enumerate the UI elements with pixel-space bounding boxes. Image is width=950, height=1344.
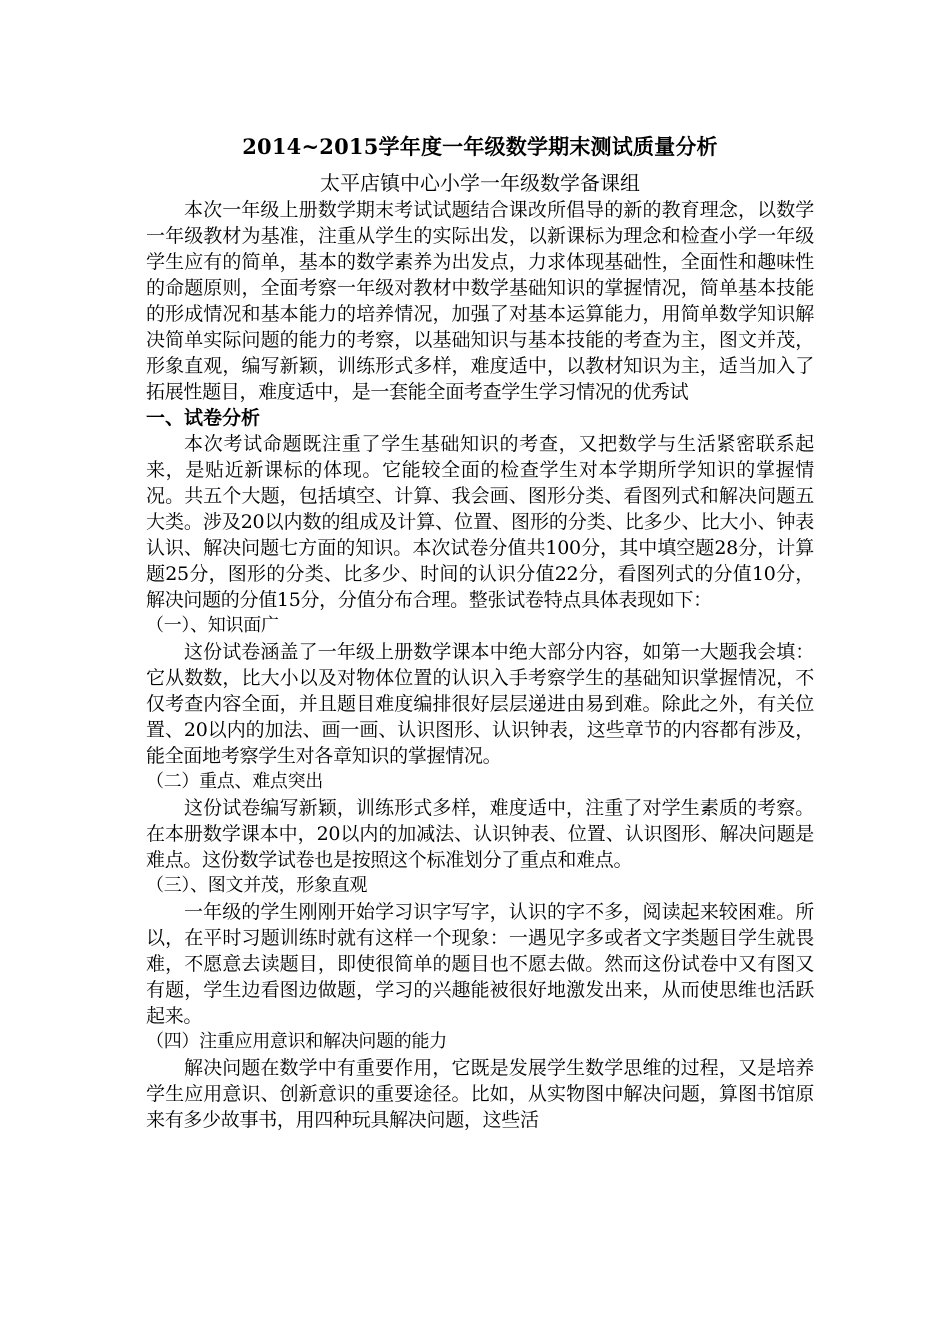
- section-heading-paper-analysis: 一、试卷分析: [146, 407, 261, 429]
- section-paragraph-paper-analysis: 本次考试命题既注重了学生基础知识的考查，又把数学与生活紧密联系起来，是贴近新课标的体现。它能较全面的检查学生对本学期所学知识的掌握情况。共五个大题，包括填空、计算、我会画、图形分类、看图列式和解决问题五大类。涉及20以内数的组成及计算、位置、图形的分类、比多少、比大小、钟表认识、解决问题七方面的知识。本次试卷分值共100分，其中填空题28分，计算题25分，图形的分类、比多少、时间的认识分值22分，看图列式的分值10分，解决问题的分值15分，分值分布合理。整张试卷特点具体表现如下：: [146, 433, 814, 611]
- subsection-paragraph-knowledge-breadth: 这份试卷涵盖了一年级上册数学课本中绝大部分内容，如第一大题我会填：它从数数，比大小以及对物体位置的认识入手考察学生的基础知识掌握情况，不仅考查内容全面，并且题目难度编排很好层层递进由易到难。除此之外，有关位置、20以内的加法、画一画、认识图形、认识钟表，这些章节的内容都有涉及，能全面地考察学生对各章知识的掌握情况。: [146, 641, 814, 767]
- document-title: 2014~2015学年度一年级数学期末测试质量分析: [242, 134, 718, 159]
- subsection-paragraph-application: 解决问题在数学中有重要作用，它既是发展学生数学思维的过程，又是培养学生应用意识、创新意识的重要途径。比如，从实物图中解决问题，算图书馆原来有多少故事书，用四种玩具解决问题，这些活: [146, 1057, 814, 1131]
- intro-paragraph: 本次一年级上册数学期末考试试题结合课改所倡导的新的教育理念，以数学一年级教材为基准，注重从学生的实际出发，以新课标为理念和检查小学一年级学生应有的简单，基本的数学素养为出发点，力求体现基础性，全面性和趣味性的命题原则，全面考察一年级对教材中数学基础知识的掌握情况，简单基本技能的形成情况和基本能力的培养情况，加强了对基本运算能力，用简单数学知识解决简单实际问题的能力的考察，以基础知识与基本技能的考查为主，图文并茂，形象直观，编写新颖，训练形式多样，难度适中，以教材知识为主，适当加入了拓展性题目，难度适中，是一套能全面考查学生学习情况的优秀试: [146, 199, 814, 403]
- document-body: [146, 130, 814, 1133]
- subsection-heading-application: （四）注重应用意识和解决问题的能力: [146, 1031, 447, 1052]
- subsection-heading-knowledge-breadth: （一）、知识面广: [146, 615, 279, 636]
- subsection-heading-key-points: （二）重点、难点突出: [146, 771, 323, 792]
- subsection-paragraph-key-points: 这份试卷编写新颖，训练形式多样，难度适中，注重了对学生素质的考察。在本册数学课本中，20以内的加减法、认识钟表、位置、认识图形、解决问题是难点。这份数学试卷也是按照这个标准划分了重点和难点。: [146, 797, 814, 871]
- document-subtitle: 太平店镇中心小学一年级数学备课组: [320, 171, 640, 195]
- subsection-heading-illustrations: （三）、图文并茂，形象直观: [146, 875, 368, 896]
- subsection-paragraph-illustrations: 一年级的学生刚刚开始学习识字写字，认识的字不多，阅读起来较困难。所以，在平时习题训练时就有这样一个现象：一遇见字多或者文字类题目学生就畏难，不愿意去读题目，即使很简单的题目也不愿去做。然而这份试卷中又有图又有题，学生边看图边做题，学习的兴趣能被很好地激发出来，从而使思维也活跃起来。: [146, 901, 814, 1027]
